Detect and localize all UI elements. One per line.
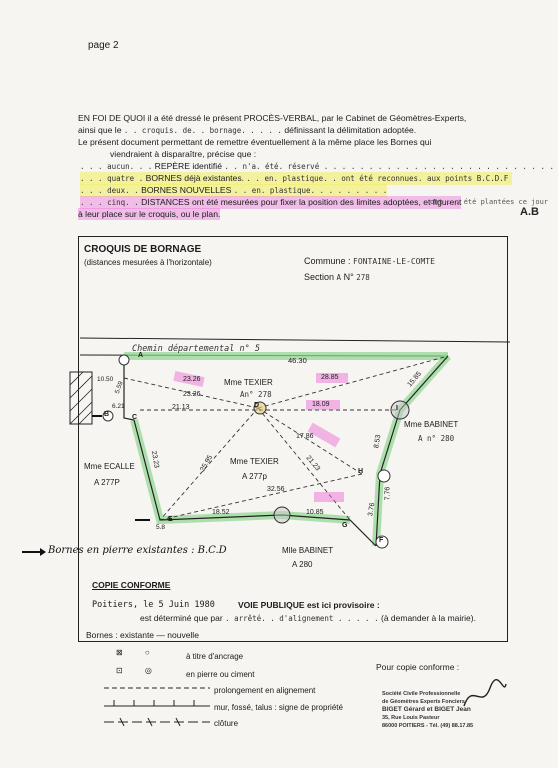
handwritten-mark: A.B	[520, 206, 539, 218]
handwritten-text: . arrêté. . d'alignement . . . . .	[225, 614, 379, 623]
voie-text: est déterminé que par	[140, 613, 223, 623]
handwritten-text: . . n'a. été. réservé . . . . . . . . . . . . . . . . . . . . . . . . . .	[224, 162, 555, 171]
owner-label: Mme TEXIER	[224, 378, 273, 387]
para-text: REPÈRE identifié	[154, 161, 222, 171]
dim-label: 23.26	[183, 376, 201, 383]
dim-label: 23.26	[183, 391, 201, 398]
owner-label: Mlle BABINET	[282, 546, 334, 555]
handwritten-text: . . croquis. de. . bornage. . . . .	[123, 126, 282, 135]
dim-label: 7.76	[384, 486, 392, 501]
parcel-label: A 277p	[242, 472, 267, 481]
voie-publique-text: VOIE PUBLIQUE est ici provisoire :	[238, 600, 380, 610]
legend-row: clôture	[214, 719, 239, 728]
dim-label: 10.85	[306, 509, 324, 516]
dim-label: 32.56	[267, 486, 285, 493]
stamp-label: Pour copie conforme :	[376, 662, 460, 672]
para-text: définissant la délimitation adoptée.	[284, 125, 417, 135]
signature	[460, 676, 510, 716]
road-label: Chemin départemental n° 5	[132, 344, 260, 354]
legend-row: en pierre ou ciment	[186, 670, 255, 679]
parcel-label: A 277P	[94, 478, 120, 487]
owner-label: Mme ECALLE	[84, 462, 135, 471]
point-label: I	[396, 405, 398, 412]
dim-label: 23.23	[149, 450, 160, 469]
handwritten-text: . . . deux. .	[80, 186, 139, 195]
croquis-title: CROQUIS DE BORNAGE	[84, 244, 202, 255]
dim-label: 3.76	[367, 502, 377, 517]
road-edge	[80, 338, 510, 342]
point-label: F	[379, 537, 384, 544]
dim-label: 6.21	[112, 403, 125, 410]
copie-place-date: Poitiers, le 5 Juin 1980	[92, 600, 215, 610]
section-value: A	[336, 273, 342, 282]
dim-label: 21.23	[304, 454, 322, 473]
owner-label: Mme BABINET	[404, 420, 459, 429]
para-text: Le présent document permettant de remettre éventuellement à la même place les Bornes qui	[78, 137, 432, 147]
parcel-label: An° 278	[240, 390, 272, 399]
dim-label: 21.13	[172, 404, 190, 411]
legend-symbol: ⊠ ○	[116, 648, 150, 657]
stamp-line: de Géomètres Experts Fonciers	[382, 699, 465, 705]
handwritten-text: . . en. plastique. . . . . . . . .	[233, 186, 388, 195]
legend-row: prolongement en alignement	[214, 686, 316, 695]
handwritten-note: ont . . été plantées ce jour	[430, 198, 549, 206]
handwritten-text: . . . cinq. .	[80, 198, 139, 207]
handwritten-text: . . . aucun. . .	[80, 162, 153, 171]
legend-header: Bornes : existante — nouvelle	[86, 630, 199, 640]
para-text: viendraient à disparaître, précise que :	[110, 149, 257, 159]
para-text: DISTANCES ont été mesurées pour fixer la position des limites adoptées, et figurent	[141, 197, 462, 207]
stamp-line: 86000 POITIERS - Tél. (49) 88.17.85	[382, 723, 474, 729]
voie-text: (à demander à la mairie).	[380, 613, 476, 623]
para-text: EN FOI DE QUOI il a été dressé le présent PROCÈS-VERBAL, par le Cabinet de Géomètres-Experts,	[78, 113, 467, 123]
point-label: B	[104, 411, 110, 418]
section-label: Section	[304, 272, 335, 282]
dim-label: 8.53	[373, 434, 383, 449]
page-label: page 2	[88, 40, 119, 51]
dashed-measures	[124, 356, 448, 520]
handwritten-text: . . en. plastique. . ont été reconnues. aux points B.C.D.F	[246, 174, 509, 183]
dim-label: 18.09	[312, 401, 330, 408]
legend-row: à titre d'ancrage	[186, 652, 244, 661]
dim-label: 5.8	[156, 524, 166, 531]
handwritten-arrow	[22, 548, 46, 556]
dim-label: 17.86	[296, 433, 314, 440]
dim-label: 25.95	[199, 454, 215, 473]
owner-label: Mme TEXIER	[230, 457, 279, 466]
voie-line-2	[140, 613, 476, 623]
stamp-line: 35, Rue Louis Pasteur	[382, 715, 440, 721]
point-label: D	[254, 402, 260, 409]
commune-value: FONTAINE-LE-COMTE	[353, 257, 435, 266]
stamp-line: BIGET Gérard et BIGET Jean	[382, 706, 471, 713]
dim-label: 10.50	[97, 376, 114, 383]
point-label: C	[132, 414, 138, 421]
para-text: ainsi que le	[78, 125, 122, 135]
dim-label: 28.85	[321, 374, 339, 381]
point-label: A	[138, 352, 144, 359]
dim-label: 15.85	[406, 370, 424, 389]
dim-label: 18.52	[212, 509, 230, 516]
dim-label: 5.59	[113, 380, 125, 395]
legend-row: mur, fossé, talus : signe de propriété	[214, 703, 343, 712]
commune-label: Commune :	[304, 256, 351, 266]
copie-title: COPIE CONFORME	[92, 580, 171, 590]
point-label: H	[358, 468, 364, 475]
croquis-subtitle: (distances mesurées à l'horizontale)	[84, 258, 212, 267]
para-text: à leur place sur le croquis, ou le plan.	[78, 209, 221, 219]
legend-symbol: ⊡ ◎	[116, 666, 152, 675]
parcel-label: A n° 280	[418, 434, 455, 443]
dim-label: 46.30	[288, 356, 307, 365]
para-text: BORNES NOUVELLES	[141, 185, 232, 195]
legend-lines	[100, 680, 220, 730]
parcel-label: A 280	[292, 560, 313, 569]
point-label: G	[342, 522, 348, 529]
handwritten-text: . . . quatre .	[80, 174, 144, 183]
para-text: BORNES déjà existantes.	[145, 173, 245, 183]
parcel-no-label: N°	[343, 272, 354, 282]
stamp-line: Société Civile Professionnelle	[382, 691, 461, 697]
handwritten-note: Bornes en pierre existantes : B.C.D	[48, 545, 227, 556]
wall-hatch-lines	[70, 372, 92, 424]
point-label: E	[168, 516, 173, 523]
parcel-no-value: 278	[356, 273, 370, 282]
